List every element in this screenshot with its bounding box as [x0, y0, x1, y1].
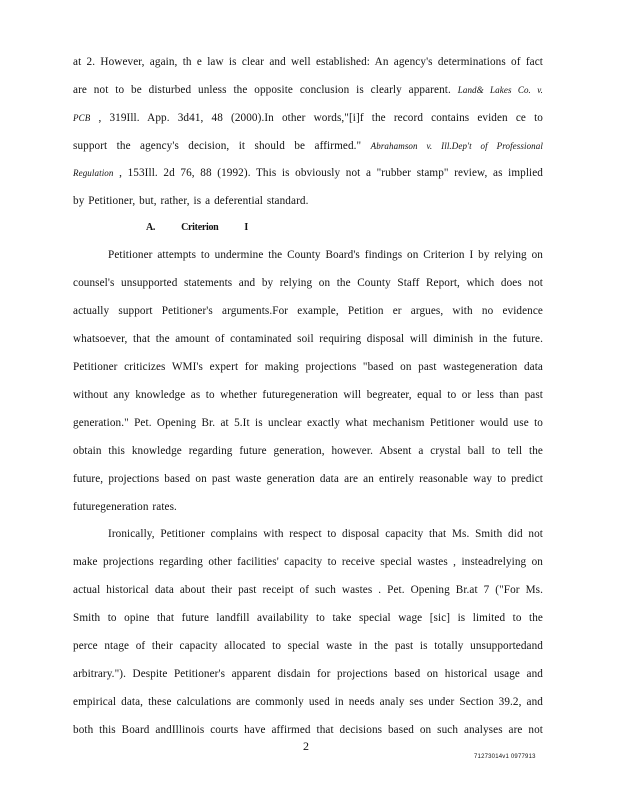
body-line: [73, 166, 543, 180]
case-citation: Land& Lakes Co. v.: [457, 85, 543, 95]
body-line: actually support Petitioner's arguments.For example, Petition er argues, with no evidence: [73, 305, 543, 317]
body-text: support the agency's decision, it should be affirmed.": [73, 140, 362, 152]
body-line: arbitrary."). Despite Petitioner's apparent disdain for projections based on historical usage and: [73, 668, 543, 680]
body-line: perce ntage of their capacity allocated to special waste in the past is totally unsupportedand: [73, 640, 543, 652]
body-line: Petitioner attempts to undermine the County Board's findings on Criterion I by relying on: [108, 249, 543, 261]
heading-word: Criterion: [181, 222, 219, 233]
body-line: by Petitioner, but, rather, is a deferential standard.: [73, 195, 309, 207]
case-citation: PCB: [73, 113, 91, 123]
body-line: counsel's unsupported statements and by relying on the County Staff Report, which does not: [73, 277, 543, 289]
case-citation: Abrahamson v. Ill.Dep't of Professional: [370, 141, 543, 151]
body-line: futuregeneration rates.: [73, 501, 177, 513]
body-text: , 319Ill. App. 3d41, 48 (2000).In other words,"[i]f the record contains eviden ce to: [98, 112, 544, 124]
body-line: [73, 111, 543, 125]
body-line: Petitioner criticizes WMI's expert for making projections "based on past wastegeneration data: [73, 361, 543, 373]
body-line: at 2. However, again, th e law is clear and well established: An agency's determinations of fact: [73, 56, 543, 68]
document-id: 71273014v1 0977913: [474, 754, 536, 760]
body-line: future, projections based on past waste generation data are an entirely reasonable way to predict: [73, 473, 543, 485]
body-line: make projections regarding other facilities' capacity to receive special wastes , insteadrelying on: [73, 556, 543, 568]
body-line: obtain this knowledge regarding future generation, however. Absent a crystal ball to tell the: [73, 445, 543, 457]
body-line: both this Board andIllinois courts have affirmed that decisions based on such analyses are not: [73, 724, 543, 736]
body-text: are not to be disturbed unless the opposite conclusion is clearly apparent.: [73, 84, 451, 96]
case-citation: Regulation: [73, 168, 114, 178]
body-line: generation." Pet. Opening Br. at 5.It is unclear exactly what mechanism Petitioner would use to: [73, 417, 543, 429]
body-line: whatsoever, that the amount of contaminated soil requiring disposal will diminish in the future.: [73, 333, 543, 345]
section-heading: [146, 222, 248, 233]
body-line: [73, 83, 543, 97]
body-line: actual historical data about their past receipt of such wastes . Pet. Opening Br.at 7 ("For Ms.: [73, 584, 543, 596]
body-line: [73, 139, 543, 153]
heading-numeral: I: [244, 222, 249, 233]
page-number: 2: [303, 739, 309, 753]
body-line: without any knowledge as to whether futuregeneration will begreater, equal to or less than past: [73, 389, 543, 401]
body-line: Smith to opine that future landfill availability to take special wage [sic] is limited to the: [73, 612, 543, 624]
body-line: empirical data, these calculations are commonly used in needs analy ses under Section 39.2, and: [73, 696, 543, 708]
body-text: , 153Ill. 2d 76, 88 (1992). This is obviously not a "rubber stamp" review, as implied: [119, 167, 543, 179]
body-line: Ironically, Petitioner complains with respect to disposal capacity that Ms. Smith did not: [108, 528, 543, 540]
heading-letter: A.: [146, 222, 156, 233]
